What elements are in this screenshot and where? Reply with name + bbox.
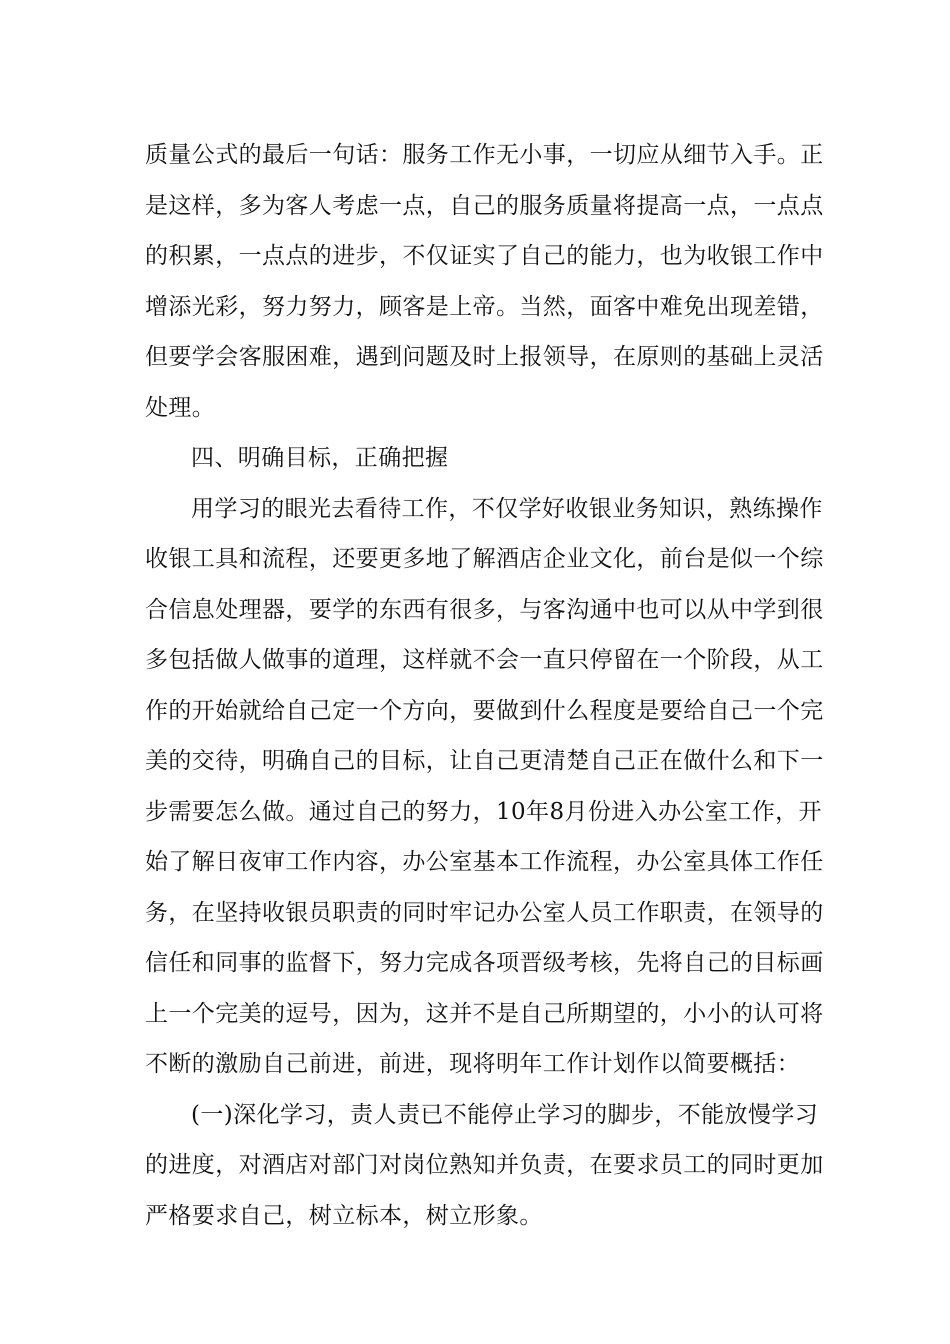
- text-line: 合信息处理器，要学的东西有很多，与客沟通中也可以从中学到很: [145, 596, 824, 623]
- text-line: 增添光彩，努力努力，顾客是上帝。当然，面客中难免出现差错，: [145, 293, 824, 320]
- text-line: 不断的激励自己前进，前进，现将明年工作计划作以简要概括：: [145, 1051, 801, 1077]
- text-line: 处理。: [145, 394, 216, 421]
- text-line: 作的开始就给自己定一个方向，要做到什么程度是要给自己一个完: [145, 697, 824, 724]
- text-line: 步需要怎么做。通过自己的努力，10年8月份进入办公室工作，开: [145, 798, 822, 825]
- text-line: 务，在坚持收银员职责的同时牢记办公室人员工作职责，在领导的: [145, 899, 824, 926]
- document-body: [145, 130, 824, 1241]
- text-line: (一)深化学习，责人责已不能停止学习的脚步，不能放慢学习: [191, 1101, 819, 1128]
- text-line: 多包括做人做事的道理，这样就不会一直只停留在一个阶段，从工: [145, 647, 824, 673]
- text-line: 但要学会客服困难，遇到问题及时上报领导，在原则的基础上灵活: [145, 344, 824, 370]
- section-heading: 四、明确目标，正确把握: [191, 445, 449, 471]
- text-line: 始了解日夜审工作内容，办公室基本工作流程，办公室具体工作任: [145, 849, 824, 875]
- text-line: 的进度，对酒店对部门对岗位熟知并负责，在要求员工的同时更加: [145, 1152, 824, 1178]
- text-line: 用学习的眼光去看待工作，不仅学好收银业务知识，熟练操作: [191, 495, 823, 522]
- text-line: 是这样，多为客人考虑一点，自己的服务质量将提高一点，一点点: [145, 192, 824, 219]
- text-line: 美的交待，明确自己的目标，让自己更清楚自己正在做什么和下一: [145, 748, 824, 774]
- text-line: 信任和同事的监督下，努力完成各项晋级考核，先将自己的目标画: [145, 950, 824, 976]
- text-line: 上一个完美的逗号，因为，这并不是自己所期望的，小小的认可将: [145, 1000, 824, 1027]
- text-line: 严格要求自己，树立标本，树立形象。: [145, 1202, 543, 1229]
- text-line: 质量公式的最后一句话：服务工作无小事，一切应从细节入手。正: [145, 142, 824, 168]
- text-line: 的积累，一点点的进步，不仅证实了自己的能力，也为收银工作中: [145, 243, 824, 269]
- text-line: 收银工具和流程，还要更多地了解酒店企业文化，前台是似一个综: [145, 546, 824, 572]
